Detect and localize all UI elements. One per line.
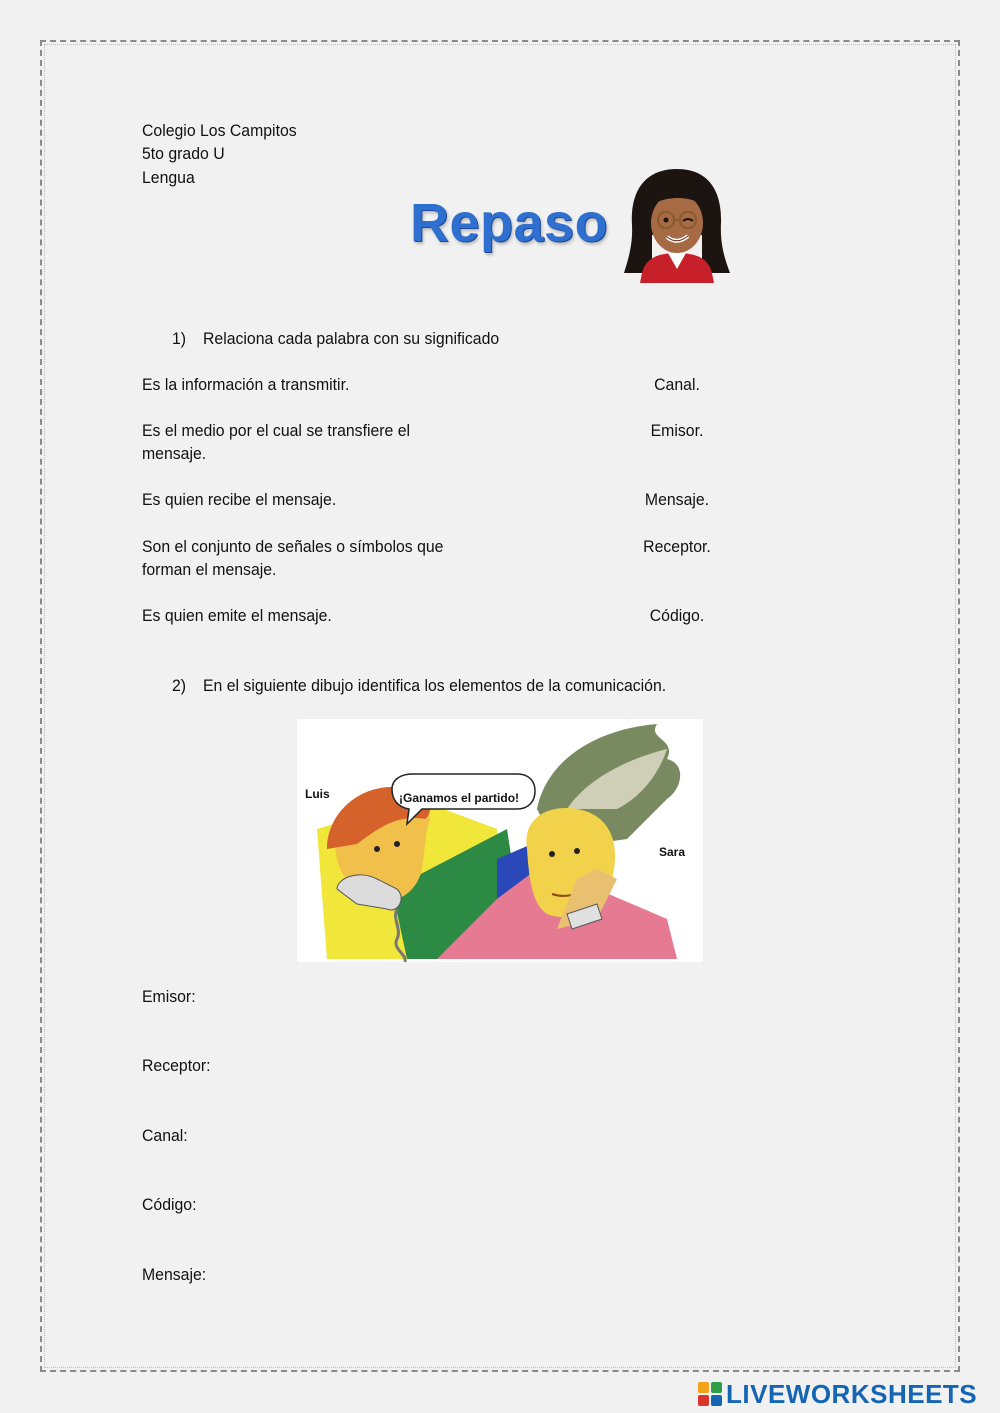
term-emisor[interactable]: Emisor.	[650, 421, 704, 440]
definition-3: Es quien recibe el mensaje.	[142, 490, 337, 509]
definition-4: Son el conjunto de señales o símbolos que	[142, 537, 444, 556]
teacher-avatar-icon	[622, 165, 732, 283]
term-canal[interactable]: Canal.	[654, 375, 700, 394]
answer-label-emisor: Emisor:	[142, 987, 196, 1006]
school-name: Colegio Los Campitos	[142, 121, 297, 140]
grade-label: 5to grado U	[142, 144, 225, 163]
subject-label: Lengua	[142, 168, 195, 187]
luis-name-label: Luis	[305, 787, 330, 801]
q2-number: 2)	[172, 676, 187, 695]
term-codigo[interactable]: Código.	[649, 606, 705, 625]
answer-label-receptor: Receptor:	[142, 1056, 211, 1075]
definition-4-line-2: forman el mensaje.	[142, 560, 277, 579]
definition-2: Es el medio por el cual se transfiere el	[142, 421, 411, 440]
answer-label-codigo: Código:	[142, 1195, 197, 1214]
definition-5: Es quien emite el mensaje.	[142, 606, 332, 625]
definition-2-line-2: mensaje.	[142, 444, 207, 463]
q1-prompt: Relaciona cada palabra con su significado	[203, 329, 500, 348]
term-receptor[interactable]: Receptor.	[643, 537, 711, 556]
answer-label-canal: Canal:	[142, 1126, 188, 1145]
answer-label-mensaje: Mensaje:	[142, 1265, 207, 1284]
speech-bubble-text: ¡Ganamos el partido!	[399, 791, 520, 805]
q2-prompt: En el siguiente dibujo identifica los elementos de la comunicación.	[203, 676, 667, 695]
definition-1: Es la información a transmitir.	[142, 375, 350, 394]
liveworksheets-logo-icon	[698, 1382, 722, 1406]
q1-number: 1)	[172, 329, 187, 348]
page-title: Repaso	[410, 193, 609, 253]
sara-name-label: Sara	[659, 845, 686, 859]
term-mensaje[interactable]: Mensaje.	[644, 490, 710, 509]
communication-comic-image	[297, 719, 703, 962]
liveworksheets-wordmark: LIVEWORKSHEETS	[726, 1378, 978, 1409]
liveworksheets-brand[interactable]	[698, 1380, 977, 1408]
